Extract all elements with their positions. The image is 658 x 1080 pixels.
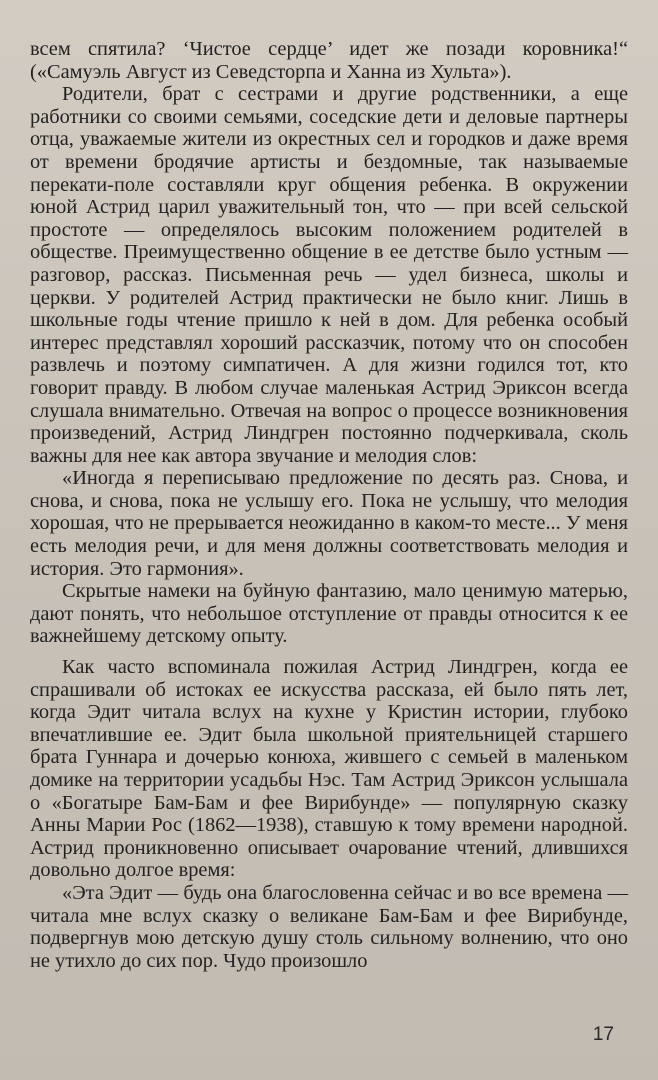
body-text	[30, 38, 628, 972]
paragraph-6-quote: «Эта Эдит — будь она благословенна сейчас и во все времена — читала мне вслух сказку о великане Бам-Бам и фее Вирибунде, подвергнув мою детскую душу столь сильному волнению, что оно не утихло до сих пор. Чудо произошло	[30, 881, 628, 972]
paragraph-5: Как часто вспоминала пожилая Астрид Линдгрен, когда ее спрашивали об истоках ее искусства рассказа, ей было пять лет, когда Эдит читала вслух на кухне у Кристин истории, глубоко впечатлившие ее. Эдит была школьной приятельницей старшего брата Гуннара и дочерью конюха, жившего с семьей в маленьком домике на территории усадьбы Нэс. Там Астрид Эриксон услышала о «Богатыре Бам-Бам и фее Вирибунде» — популярную сказку Анны Марии Рос (1862—1938), ставшую к тому времени народной. Астрид проникновенно описывает очарование чтений, длившихся довольно долгое время:	[30, 656, 628, 882]
page-number: 17	[592, 1024, 614, 1045]
paragraph-4: Скрытые намеки на буйную фантазию, мало ценимую матерью, дают понять, что небольшое отступление от правды относится к ее важнейшему детскому опыту.	[30, 580, 628, 648]
paragraph-3-quote: «Иногда я переписываю предложение по десять раз. Снова, и снова, и снова, пока не услышу его. Пока не услышу, что мелодия хорошая, что не прерывается неожиданно в каком-то месте... У меня есть мелодия речи, и для меня должны соответствовать мелодия и история. Это гармония».	[30, 467, 628, 580]
paragraph-1: всем спятила? ‘Чистое сердце’ идет же позади коровника!“ («Самуэль Август из Севедсторпа и Ханна из Хульта»).	[30, 38, 628, 83]
paragraph-2: Родители, брат с сестрами и другие родственники, а еще работники со своими семьями, соседские дети и деловые партнеры отца, уважаемые жители из окрестных сел и городков и даже время от времени бродячие артисты и бездомные, так называемые перекати-поле составляли круг общения ребенка. В окружении юной Астрид царил уважительный тон, что — при всей сельской простоте — определялось высоким положением родителей в обществе. Преимущественно общение в ее детстве было устным — разговор, рассказ. Письменная речь — удел бизнеса, школы и церкви. У родителей Астрид практически не было книг. Лишь в школьные годы чтение пришло к ней в дом. Для ребенка особый интерес представлял хороший рассказчик, потому что он способен развлечь и поэтому симпатичен. А для жизни годился тот, кто говорит правду. В любом случае маленькая Астрид Эриксон всегда слушала внимательно. Отвечая на вопрос о процессе возникновения произведений, Астрид Линдгрен постоянно подчеркивала, сколь важны для нее как автора звучание и мелодия слов:	[30, 83, 628, 467]
